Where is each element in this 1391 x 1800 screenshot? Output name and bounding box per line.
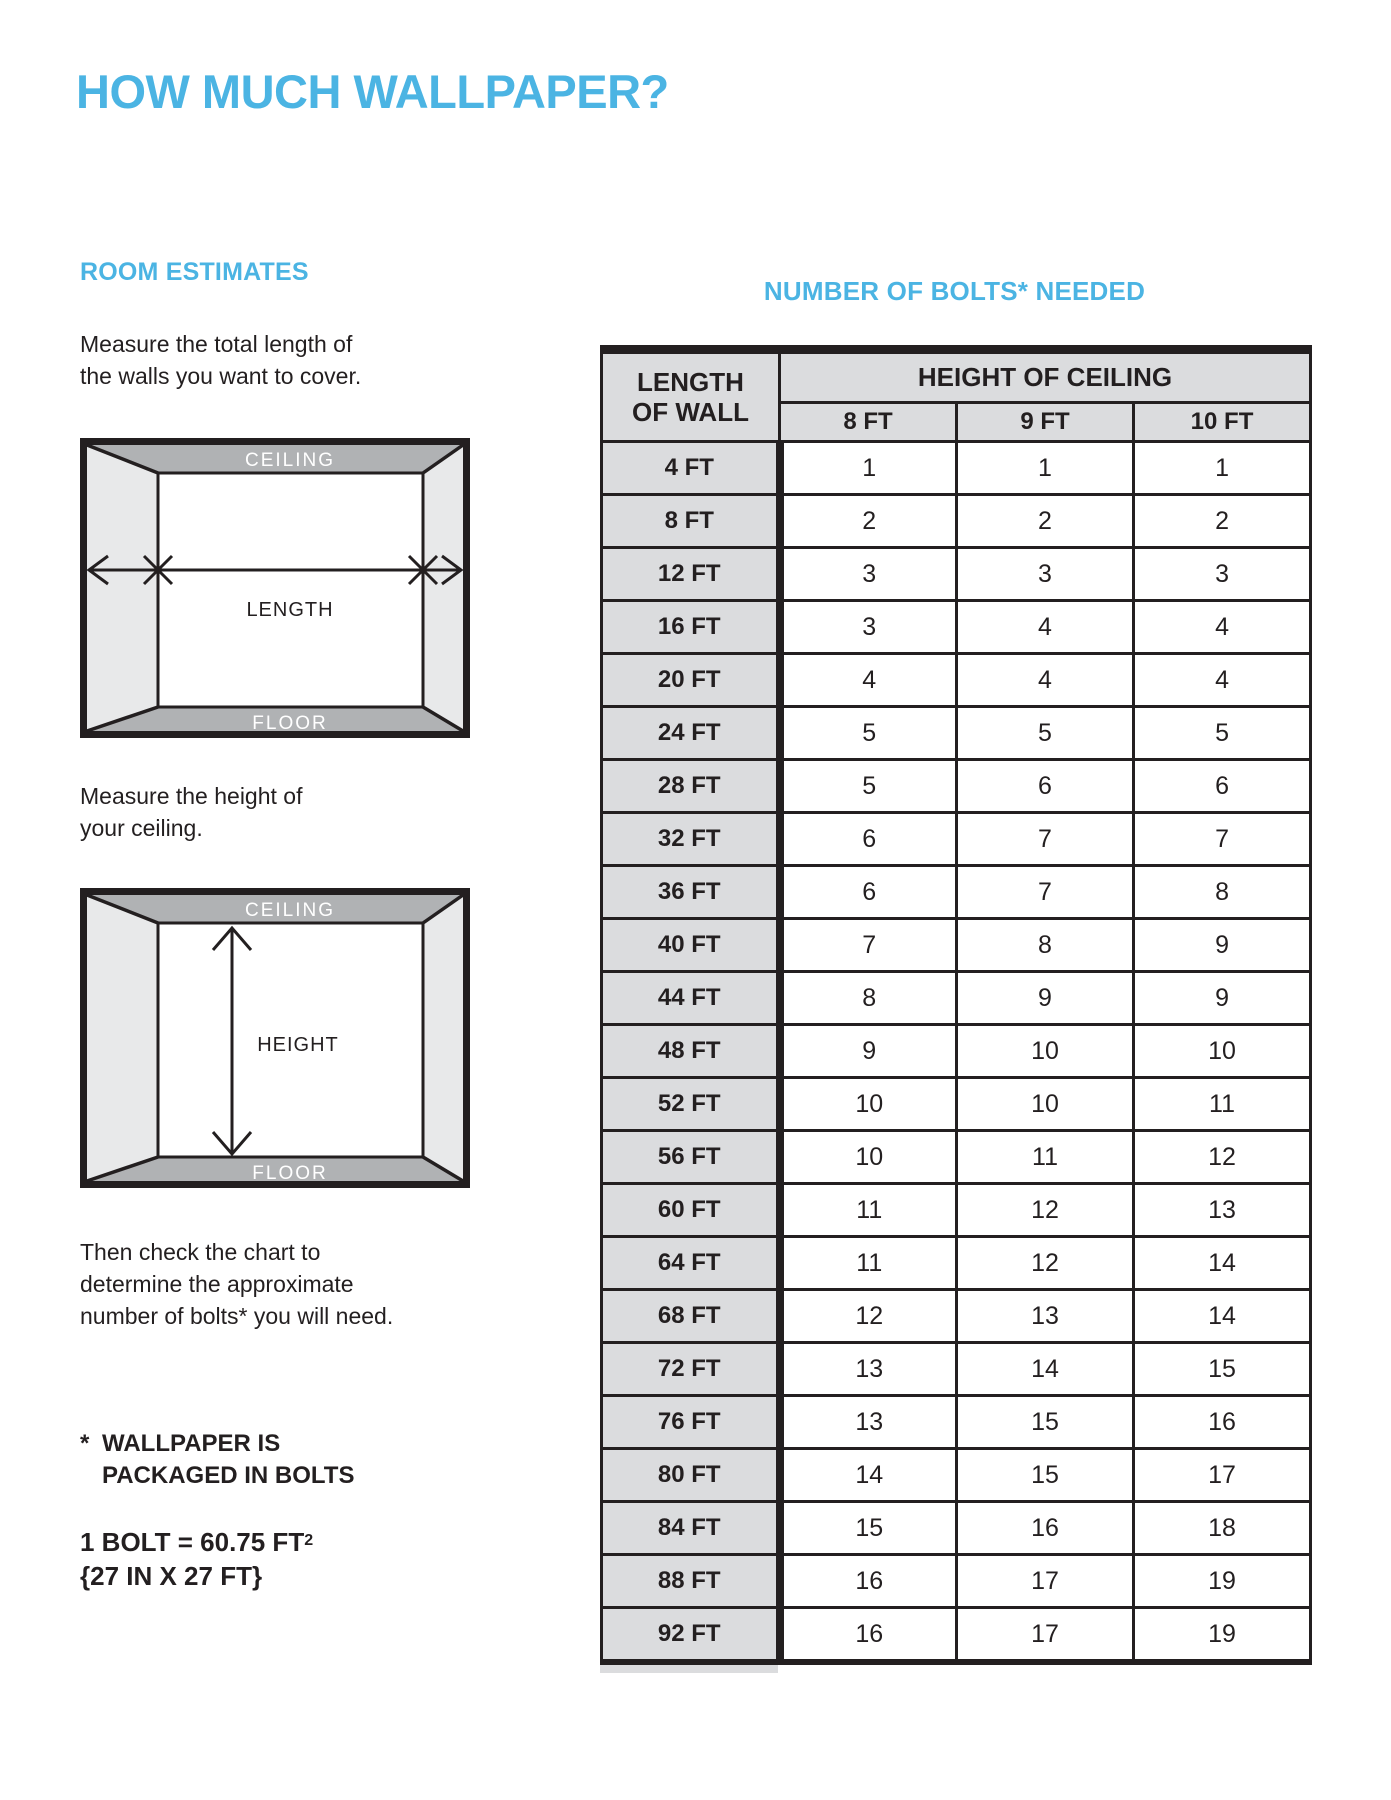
wall-length-cell: 24 FT xyxy=(602,707,780,760)
wall-length-cell: 32 FT xyxy=(602,813,780,866)
table-row xyxy=(602,760,1311,813)
wall-length-cell: 16 FT xyxy=(602,601,780,654)
step2-line1: Measure the height of xyxy=(80,783,303,809)
length-label: LENGTH xyxy=(246,599,334,621)
bolts-footnote xyxy=(80,1428,354,1492)
bolt-count-cell: 3 xyxy=(957,548,1134,601)
step1-line2: the walls you want to cover. xyxy=(80,363,362,389)
ceiling-label: CEILING xyxy=(244,900,336,921)
wall-length-cell: 76 FT xyxy=(602,1396,780,1449)
table-row xyxy=(602,919,1311,972)
step3-line3: number of bolts* you will need. xyxy=(80,1303,394,1329)
bolt-count-cell: 1 xyxy=(957,442,1134,495)
bolt-count-cell: 5 xyxy=(780,760,957,813)
table-row xyxy=(602,707,1311,760)
bolt-count-cell: 12 xyxy=(957,1184,1134,1237)
bolt-count-cell: 2 xyxy=(780,495,957,548)
bolt-count-cell: 16 xyxy=(957,1502,1134,1555)
bolt-count-cell: 18 xyxy=(1134,1502,1311,1555)
wall-length-cell: 4 FT xyxy=(602,442,780,495)
bolt-count-cell: 5 xyxy=(1134,707,1311,760)
table-row xyxy=(602,1396,1311,1449)
back-wall-panel xyxy=(158,473,423,707)
table-row xyxy=(602,442,1311,495)
bolt-count-cell: 16 xyxy=(1134,1396,1311,1449)
table-row xyxy=(602,601,1311,654)
bolt-count-cell: 10 xyxy=(957,1078,1134,1131)
table-row xyxy=(602,1078,1311,1131)
bolt-count-cell: 12 xyxy=(957,1237,1134,1290)
bolt-count-cell: 7 xyxy=(957,866,1134,919)
bolt-count-cell: 15 xyxy=(780,1502,957,1555)
table-row xyxy=(602,654,1311,707)
left-wall-panel xyxy=(87,445,158,731)
bolt-count-cell: 13 xyxy=(1134,1184,1311,1237)
bolt-count-cell: 6 xyxy=(1134,760,1311,813)
room-height-diagram xyxy=(80,888,470,1188)
bolt-count-cell: 13 xyxy=(957,1290,1134,1343)
bolt-count-cell: 6 xyxy=(780,866,957,919)
page-title: HOW MUCH WALLPAPER? xyxy=(76,65,669,118)
table-row xyxy=(602,1290,1311,1343)
bolt-count-cell: 15 xyxy=(957,1449,1134,1502)
room-estimates-heading: ROOM ESTIMATES xyxy=(80,258,309,286)
step1-line1: Measure the total length of xyxy=(80,331,353,357)
bolt-count-cell: 15 xyxy=(957,1396,1134,1449)
wall-length-cell: 56 FT xyxy=(602,1131,780,1184)
bolt-count-cell: 14 xyxy=(957,1343,1134,1396)
wall-length-cell: 92 FT xyxy=(602,1608,780,1663)
wall-length-cell: 8 FT xyxy=(602,495,780,548)
bolts-table-heading: NUMBER OF BOLTS* NEEDED xyxy=(763,276,1146,306)
bolt-count-cell: 7 xyxy=(1134,813,1311,866)
table-row xyxy=(602,972,1311,1025)
bolt-count-cell: 9 xyxy=(1134,972,1311,1025)
bolt-count-cell: 2 xyxy=(957,495,1134,548)
wall-length-cell: 68 FT xyxy=(602,1290,780,1343)
footnote-line2: PACKAGED IN BOLTS xyxy=(102,1462,355,1489)
wall-length-cell: 80 FT xyxy=(602,1449,780,1502)
wall-length-cell: 20 FT xyxy=(602,654,780,707)
table-row xyxy=(602,1131,1311,1184)
bolt-count-cell: 10 xyxy=(780,1131,957,1184)
bolt-count-cell: 19 xyxy=(1134,1608,1311,1663)
bolt-count-cell: 4 xyxy=(1134,654,1311,707)
bolt-count-cell: 12 xyxy=(1134,1131,1311,1184)
bolt-count-cell: 10 xyxy=(1134,1025,1311,1078)
bolt-count-cell: 9 xyxy=(1134,919,1311,972)
bolt-count-cell: 3 xyxy=(780,601,957,654)
table-row xyxy=(602,1184,1311,1237)
wall-length-cell: 36 FT xyxy=(602,866,780,919)
bolt-count-cell: 9 xyxy=(780,1025,957,1078)
step1-instruction xyxy=(80,328,361,392)
wall-length-cell: 88 FT xyxy=(602,1555,780,1608)
bolt-count-cell: 5 xyxy=(780,707,957,760)
wall-length-cell: 52 FT xyxy=(602,1078,780,1131)
step2-line2: your ceiling. xyxy=(80,815,203,841)
bolt-count-cell: 3 xyxy=(780,548,957,601)
column-header-9ft: 9 FT xyxy=(957,403,1134,442)
table-row xyxy=(602,1555,1311,1608)
wall-length-cell: 40 FT xyxy=(602,919,780,972)
bolt-count-cell: 11 xyxy=(780,1237,957,1290)
table-row xyxy=(602,1502,1311,1555)
bolt-equation-line2: {27 IN X 27 FT} xyxy=(80,1561,263,1591)
bolt-count-cell: 8 xyxy=(957,919,1134,972)
table-row xyxy=(602,495,1311,548)
bolt-count-cell: 14 xyxy=(1134,1290,1311,1343)
bolt-count-cell: 16 xyxy=(780,1555,957,1608)
bolt-count-cell: 6 xyxy=(957,760,1134,813)
right-wall-panel xyxy=(423,445,463,731)
wall-length-cell: 84 FT xyxy=(602,1502,780,1555)
bolt-count-cell: 11 xyxy=(1134,1078,1311,1131)
bolt-count-cell: 13 xyxy=(780,1343,957,1396)
bolt-count-cell: 12 xyxy=(780,1290,957,1343)
column-header-10ft: 10 FT xyxy=(1134,403,1311,442)
bolt-count-cell: 3 xyxy=(1134,548,1311,601)
bolt-count-cell: 1 xyxy=(780,442,957,495)
bolt-count-cell: 7 xyxy=(957,813,1134,866)
bolt-count-cell: 19 xyxy=(1134,1555,1311,1608)
height-of-ceiling-header: HEIGHT OF CEILING xyxy=(780,350,1311,403)
bolt-count-cell: 8 xyxy=(780,972,957,1025)
ceiling-label: CEILING xyxy=(244,450,336,471)
bolt-count-cell: 16 xyxy=(780,1608,957,1663)
bolt-count-cell: 6 xyxy=(780,813,957,866)
table-row xyxy=(602,1608,1311,1663)
column-header-8ft: 8 FT xyxy=(780,403,957,442)
bolt-count-cell: 7 xyxy=(780,919,957,972)
bolt-equation-line1: 1 BOLT = 60.75 $FT^2$ xyxy=(80,1527,314,1557)
step3-instruction xyxy=(80,1236,393,1332)
bolt-count-cell: 4 xyxy=(957,654,1134,707)
bolt-count-cell: 13 xyxy=(780,1396,957,1449)
table-row xyxy=(602,1025,1311,1078)
bolt-count-cell: 15 xyxy=(1134,1343,1311,1396)
bolt-equation xyxy=(80,1524,313,1593)
bolt-count-cell: 2 xyxy=(1134,495,1311,548)
bolts-table xyxy=(600,345,1312,1665)
step3-line2: determine the approximate xyxy=(80,1271,354,1297)
bolt-count-cell: 1 xyxy=(1134,442,1311,495)
table-row xyxy=(602,1237,1311,1290)
bolt-count-cell: 17 xyxy=(957,1608,1134,1663)
height-label: HEIGHT xyxy=(257,1034,339,1056)
bolt-count-cell: 8 xyxy=(1134,866,1311,919)
bolt-count-cell: 4 xyxy=(1134,601,1311,654)
wall-length-cell: 12 FT xyxy=(602,548,780,601)
table-row xyxy=(602,548,1311,601)
wall-length-cell: 72 FT xyxy=(602,1343,780,1396)
table-row xyxy=(602,866,1311,919)
bolt-count-cell: 10 xyxy=(780,1078,957,1131)
table-footer-gray-strip xyxy=(600,1665,778,1673)
bolts-table-area xyxy=(600,345,1309,1673)
asterisk-marker: * xyxy=(80,1430,90,1457)
table-row xyxy=(602,1343,1311,1396)
step3-line1: Then check the chart to xyxy=(80,1239,321,1265)
room-length-diagram xyxy=(80,438,470,738)
footnote-line1: WALLPAPER IS xyxy=(102,1430,281,1457)
bolt-count-cell: 14 xyxy=(1134,1237,1311,1290)
floor-label: FLOOR xyxy=(252,713,328,734)
squared-superscript: 2 xyxy=(304,1532,314,1549)
bolt-count-cell: 14 xyxy=(780,1449,957,1502)
wall-length-cell: 48 FT xyxy=(602,1025,780,1078)
bolt-count-cell: 11 xyxy=(957,1131,1134,1184)
table-body xyxy=(602,442,1311,1663)
length-of-wall-header: LENGTH OF WALL xyxy=(602,350,780,442)
bolt-count-cell: 10 xyxy=(957,1025,1134,1078)
header-row-1 xyxy=(602,350,1311,403)
bolt-count-cell: 4 xyxy=(780,654,957,707)
wall-length-cell: 60 FT xyxy=(602,1184,780,1237)
table-row xyxy=(602,813,1311,866)
step2-instruction xyxy=(80,780,302,844)
bolt-count-cell: 9 xyxy=(957,972,1134,1025)
bolt-count-cell: 5 xyxy=(957,707,1134,760)
right-wall-panel xyxy=(423,895,463,1181)
wall-length-cell: 28 FT xyxy=(602,760,780,813)
bolt-count-cell: 4 xyxy=(957,601,1134,654)
bolt-count-cell: 17 xyxy=(1134,1449,1311,1502)
left-wall-panel xyxy=(87,895,158,1181)
wall-length-cell: 44 FT xyxy=(602,972,780,1025)
bolt-count-cell: 11 xyxy=(780,1184,957,1237)
floor-label: FLOOR xyxy=(252,1163,328,1184)
wall-length-cell: 64 FT xyxy=(602,1237,780,1290)
table-row xyxy=(602,1449,1311,1502)
bolt-count-cell: 17 xyxy=(957,1555,1134,1608)
